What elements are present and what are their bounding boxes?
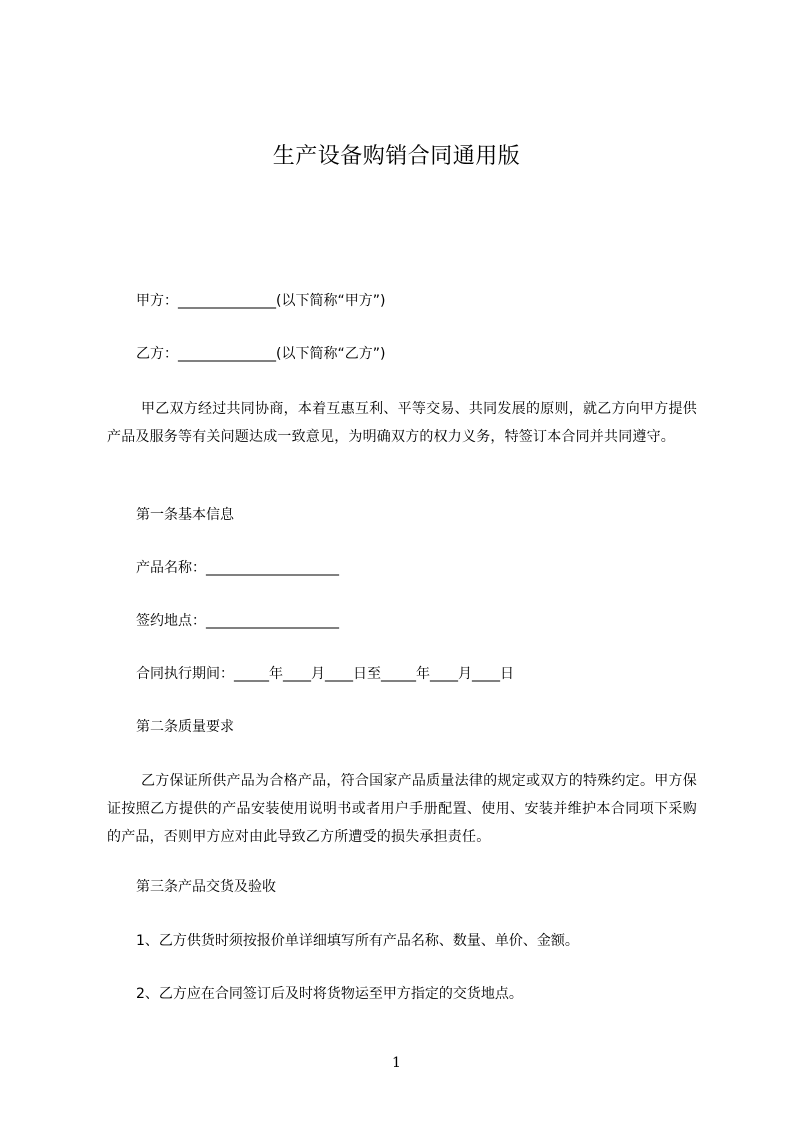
- delivery-item-1: 1、乙方供货时须按报价单详细填写所有产品名称、数量、单价、金额。: [136, 933, 579, 949]
- contract-period-line: 合同执行期间：_____年____月____日至_____年____月____日: [136, 666, 514, 682]
- article-3-heading: 第三条产品交货及验收: [136, 879, 276, 895]
- page-number: 1: [392, 1055, 401, 1071]
- delivery-item-2: 2、乙方应在合同签订后及时将货物运至甲方指定的交货地点。: [136, 986, 523, 1002]
- page-title: 生产设备购销合同通用版: [272, 144, 521, 169]
- article-2-heading: 第二条质量要求: [136, 719, 234, 735]
- product-name-line: 产品名称：___________________: [136, 560, 339, 576]
- quality-paragraph: 乙方保证所供产品为合格产品，符合国家产品质量法律的规定或双方的特殊约定。甲方保证按照乙方提供的产品安装使用说明书或者用户手册配置、使用、安装并维护本合同项下采购的产品，否则甲方应对由此导致乙方所遭受的损失承担责任。: [107, 773, 697, 845]
- intro-paragraph: 甲乙双方经过共同协商，本着互惠互利、平等交易、共同发展的原则，就乙方向甲方提供产品及服务等有关问题达成一致意见，为明确双方的权力义务，特签订本合同并共同遵守。: [107, 401, 697, 445]
- sign-place-line: 签约地点：___________________: [136, 613, 339, 629]
- party-b-line: 乙方：______________(以下简称“乙方”): [136, 346, 386, 362]
- article-1-heading: 第一条基本信息: [136, 507, 234, 523]
- party-a-line: 甲方：______________(以下简称“甲方”): [136, 293, 386, 309]
